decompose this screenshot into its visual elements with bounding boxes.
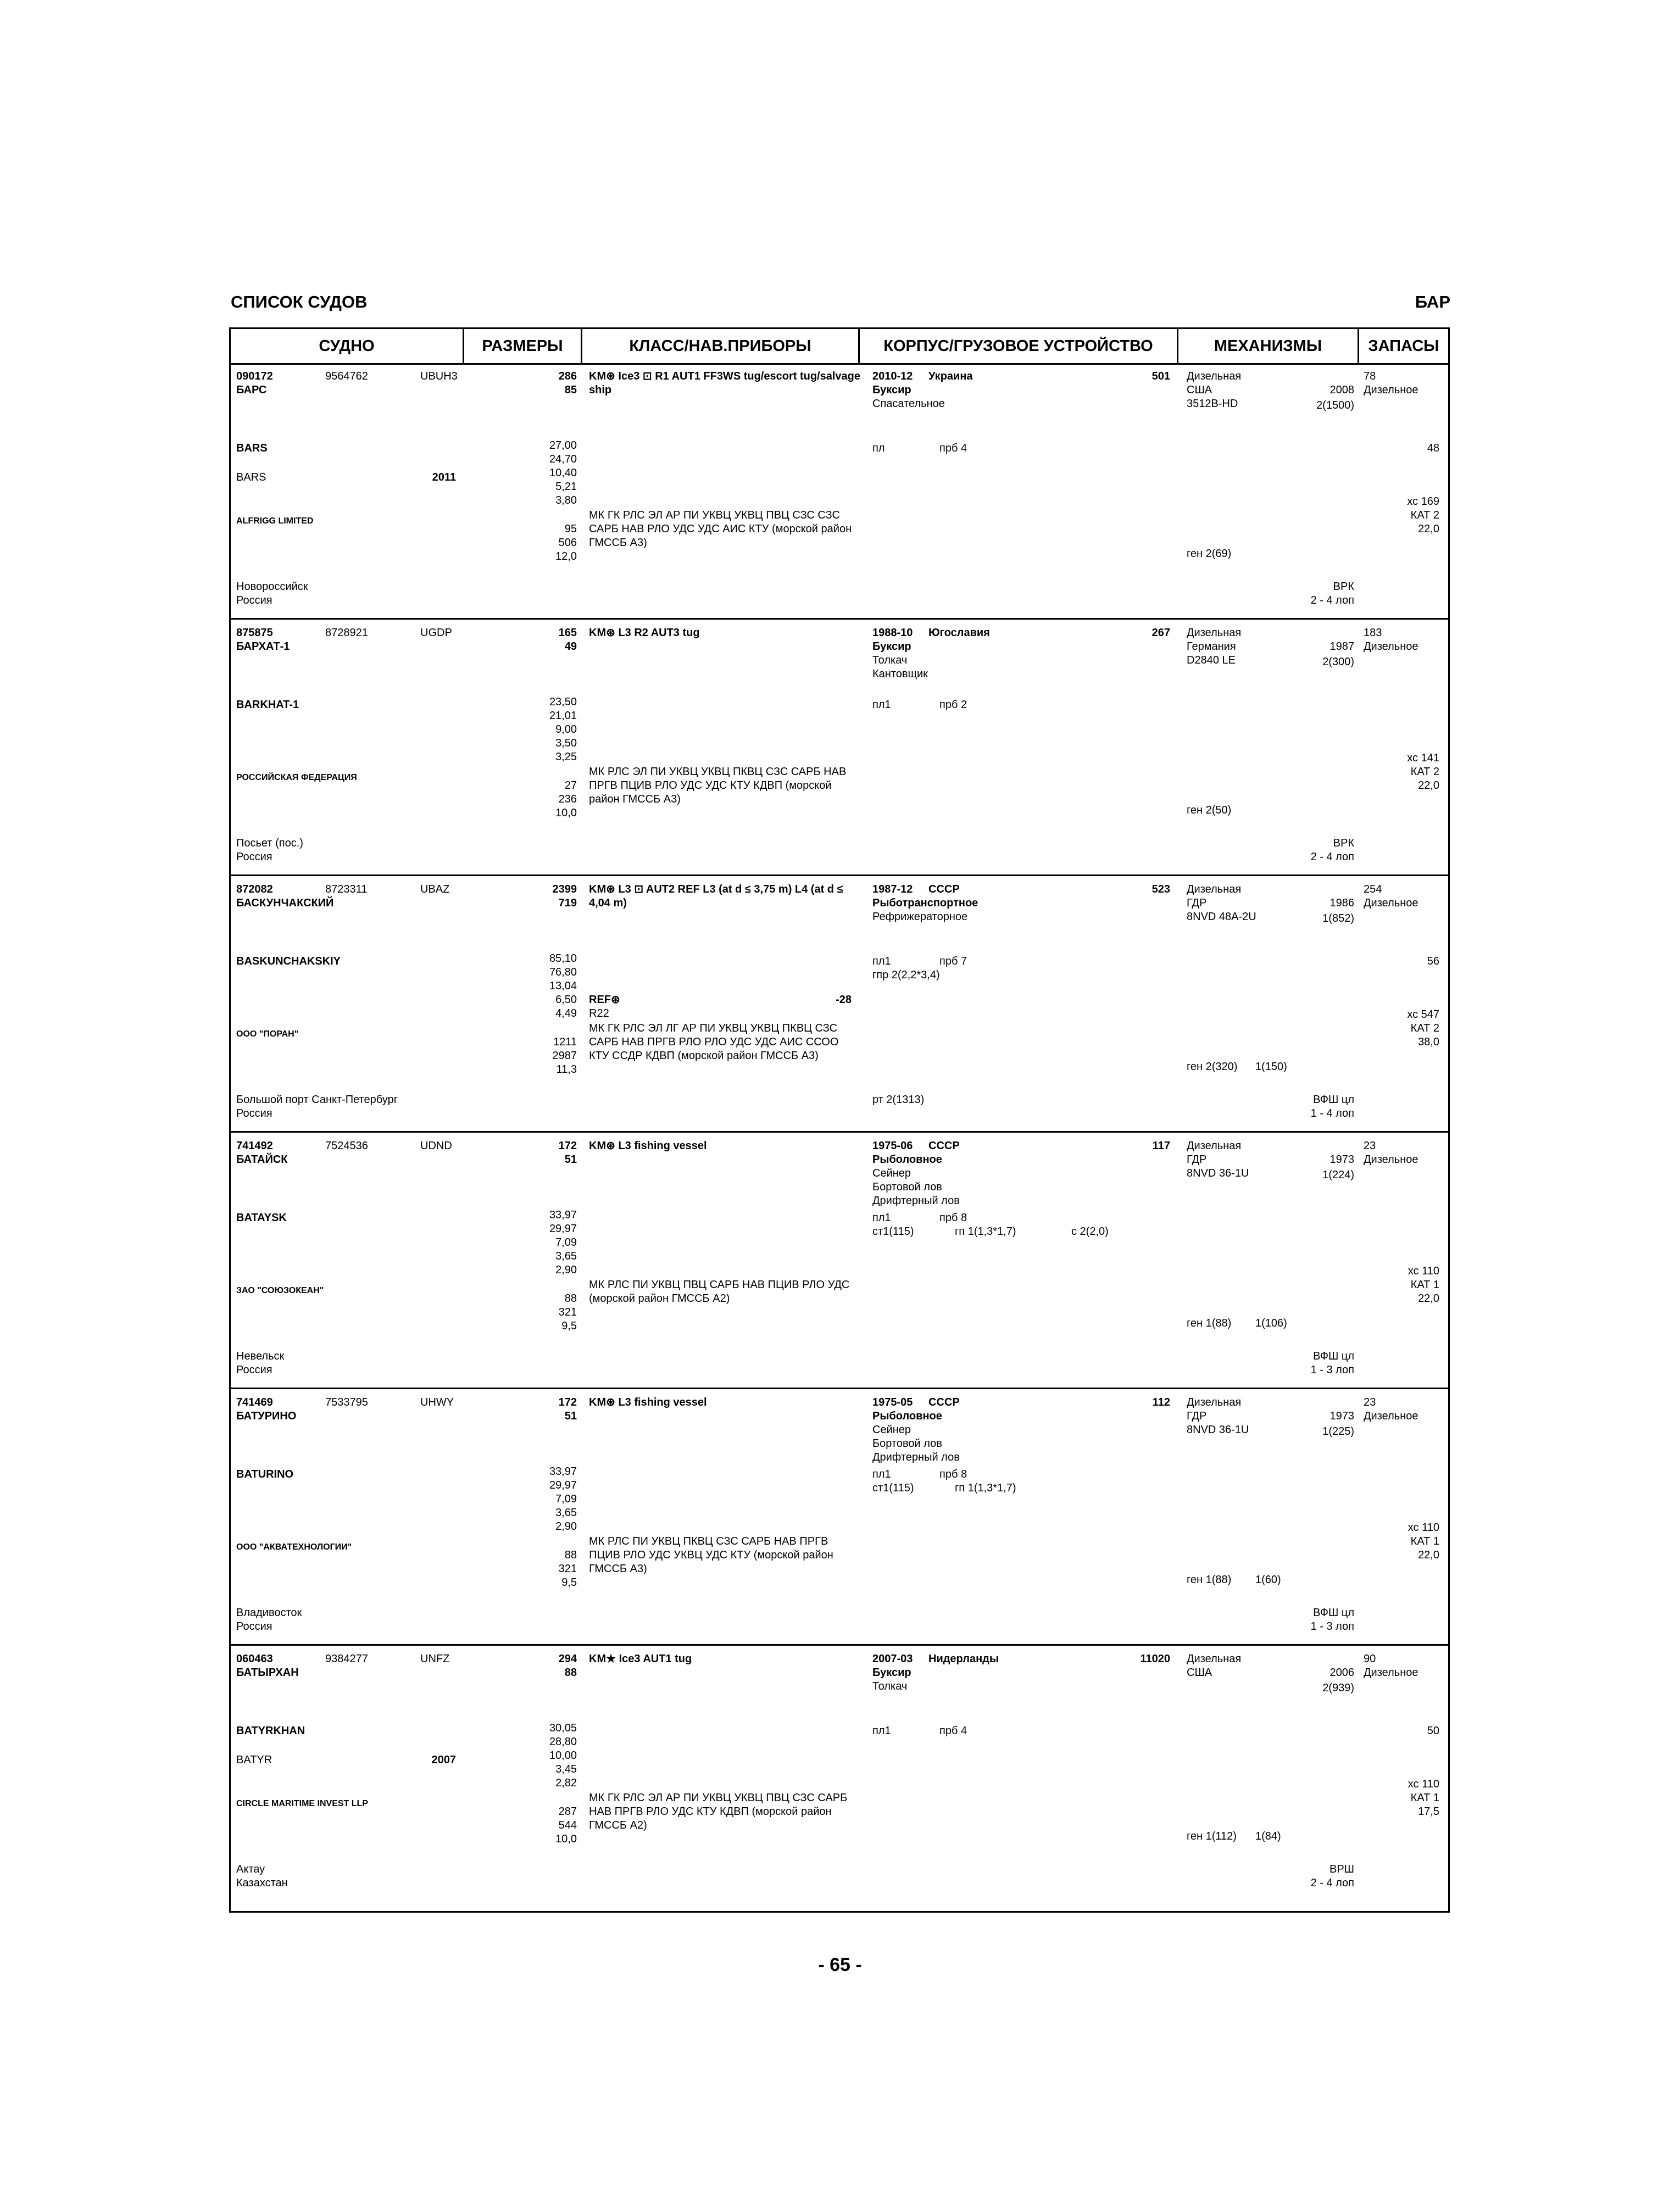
class-ref-temp: -28 bbox=[836, 994, 852, 1006]
build-year: 1988-10 bbox=[872, 627, 913, 639]
category: КАТ 2 bbox=[1410, 509, 1439, 521]
propeller: ВРШ bbox=[1329, 1863, 1354, 1875]
nav-equipment: МК РЛС ПИ УКВЦ ПВЦ САРБ НАВ ПЦИВ РЛО УДС (морской район ГМССБ А2) bbox=[589, 1279, 850, 1305]
ship-name-en: BATURINO bbox=[236, 1468, 294, 1480]
build-year: 1987-12 bbox=[872, 883, 913, 895]
ship-name-ru: БАРХАТ-1 bbox=[236, 640, 290, 653]
category: КАТ 1 bbox=[1410, 1792, 1439, 1804]
reg-number: 060463 bbox=[236, 1653, 273, 1665]
table-row bbox=[231, 1133, 1448, 1389]
ship-name-ru: БАРС bbox=[236, 384, 267, 396]
ship-name-en: BATYRKHAN bbox=[236, 1725, 305, 1737]
home-port: Актау bbox=[236, 1863, 265, 1875]
engine-country: Германия bbox=[1187, 640, 1236, 653]
home-port: Большой порт Санкт-Петербург bbox=[236, 1094, 398, 1106]
dim-gross-tonnage: 2399 bbox=[552, 883, 577, 895]
engine-power: 1(224) bbox=[1322, 1169, 1354, 1181]
col-dimensions: РАЗМЕРЫ bbox=[464, 329, 582, 363]
propeller-blades: 2 - 4 лоп bbox=[1310, 851, 1354, 863]
engine-year: 2008 bbox=[1329, 384, 1354, 396]
engine-type: Дизельная bbox=[1187, 370, 1242, 382]
dim-net-tonnage: 49 bbox=[564, 640, 577, 653]
fuel-amount: 183 bbox=[1364, 627, 1382, 639]
refrigerant-amount: хс 110 bbox=[1408, 1522, 1439, 1534]
bulkheads: прб 4 bbox=[939, 1725, 967, 1737]
call-sign: UGDP bbox=[420, 627, 452, 639]
hull-number: 11020 bbox=[1140, 1653, 1170, 1665]
engine-model: 8NVD 36-1U bbox=[1187, 1167, 1249, 1179]
dim-deadweight: 95 bbox=[564, 523, 577, 535]
crew-value: 22,0 bbox=[1418, 779, 1439, 792]
table-header bbox=[231, 329, 1448, 365]
imo-number: 9564762 bbox=[325, 370, 368, 382]
nav-equipment: МК РЛС ЭЛ ПИ УКВЦ УКВЦ ПКВЦ СЗС САРБ НАВ ПРГВ ПЦИВ РЛО УДС УДС КТУ КДВП (морской район ГМССБ А3) bbox=[589, 766, 847, 805]
generators: ген 2(50) bbox=[1187, 804, 1232, 816]
ship-subtype: Сейнер bbox=[872, 1167, 911, 1179]
refrigerant-amount: хс 547 bbox=[1407, 1009, 1439, 1021]
bulkheads: прб 8 bbox=[939, 1212, 967, 1224]
dim-deadweight: 88 bbox=[564, 1549, 577, 1561]
generators: ген 1(88) bbox=[1187, 1317, 1232, 1329]
dim-gross-tonnage: 165 bbox=[558, 627, 577, 639]
bulkheads: прб 8 bbox=[939, 1468, 967, 1480]
fresh-water: 56 bbox=[1427, 955, 1439, 967]
dim-net-tonnage: 88 bbox=[564, 1667, 577, 1679]
ship-subtype: Бортовой лов bbox=[872, 1438, 942, 1450]
category: КАТ 2 bbox=[1410, 766, 1439, 778]
col-stocks: ЗАПАСЫ bbox=[1368, 337, 1439, 355]
dim-breadth: 7,09 bbox=[555, 1236, 577, 1249]
dim-displacement: 321 bbox=[558, 1306, 577, 1318]
build-year: 2007-03 bbox=[872, 1653, 913, 1665]
imo-number: 9384277 bbox=[325, 1653, 368, 1665]
dim-displacement: 544 bbox=[558, 1819, 577, 1831]
class-notation: KM★ Ice3 AUT1 tug bbox=[589, 1653, 692, 1665]
ship-subtype: Сейнер bbox=[872, 1424, 911, 1436]
dim-length: 76,80 bbox=[549, 966, 577, 978]
cargo-hold: гпр 2(2,2*3,4) bbox=[872, 969, 940, 981]
ship-type: Буксир bbox=[872, 384, 911, 396]
dim-length-overall: 33,97 bbox=[549, 1466, 577, 1478]
dim-length-overall: 85,10 bbox=[549, 952, 577, 965]
engine-type: Дизельная bbox=[1187, 1140, 1242, 1152]
dim-length: 21,01 bbox=[549, 710, 577, 722]
ship-subtype: Толкач bbox=[872, 654, 908, 666]
imo-number: 8723311 bbox=[325, 883, 368, 895]
dim-draft: 2,90 bbox=[555, 1264, 577, 1276]
imo-number: 7524536 bbox=[325, 1140, 368, 1152]
class-notation: KM⊛ L3 R2 AUT3 tug bbox=[589, 627, 700, 639]
nav-equipment: МК РЛС ПИ УКВЦ ПКВЦ СЗС САРБ НАВ ПРГВ ПЦИВ РЛО УДС УКВЦ УДС КТУ (морской район ГМССБ А3) bbox=[589, 1535, 833, 1575]
reg-number: 741469 bbox=[236, 1396, 273, 1408]
dim-length: 29,97 bbox=[549, 1223, 577, 1235]
engine-model: 3512B-HD bbox=[1187, 398, 1238, 410]
generators: ген 1(88) bbox=[1187, 1574, 1232, 1586]
fuel-type: Дизельное bbox=[1364, 1154, 1418, 1166]
call-sign: UDND bbox=[420, 1140, 452, 1152]
dim-breadth: 7,09 bbox=[555, 1493, 577, 1505]
hull-number: 267 bbox=[1151, 627, 1170, 639]
reg-number: 875875 bbox=[236, 627, 273, 639]
ship-subtype: Дрифтерный лов bbox=[872, 1451, 960, 1463]
owner: РОССИЙСКАЯ ФЕДЕРАЦИЯ bbox=[236, 773, 357, 782]
former-name-year: 2011 bbox=[432, 471, 456, 483]
imo-number: 8728921 bbox=[325, 627, 368, 639]
former-name: BATYR bbox=[236, 1754, 272, 1766]
page-number: - 65 - bbox=[818, 1954, 862, 1975]
fuel-type: Дизельное bbox=[1364, 1410, 1418, 1422]
engine-country: США bbox=[1187, 384, 1212, 396]
deck-count: пл1 bbox=[872, 699, 891, 711]
tanks: рт 2(1313) bbox=[872, 1094, 925, 1106]
generators-aux: 1(84) bbox=[1255, 1830, 1281, 1842]
dim-gross-tonnage: 286 bbox=[558, 370, 577, 382]
dim-breadth: 9,00 bbox=[555, 723, 577, 736]
class-notation: KM⊛ L3 fishing vessel bbox=[589, 1396, 707, 1408]
ship-type: Рыботранспортное bbox=[872, 897, 978, 909]
owner: ЗАО "СОЮЗОКЕАН" bbox=[236, 1286, 324, 1295]
build-country: Нидерланды bbox=[928, 1653, 999, 1665]
bulkheads: прб 4 bbox=[939, 442, 967, 454]
deck-count: пл1 bbox=[872, 1468, 891, 1480]
generators: ген 1(112) bbox=[1187, 1830, 1237, 1842]
hull-number: 117 bbox=[1152, 1140, 1170, 1152]
ship-name-ru: БАТУРИНО bbox=[236, 1410, 297, 1422]
fuel-amount: 23 bbox=[1364, 1140, 1376, 1152]
col-hull: КОРПУС/ГРУЗОВОЕ УСТРОЙСТВО bbox=[860, 329, 1178, 363]
owner: CIRCLE MARITIME INVEST LLP bbox=[236, 1799, 368, 1808]
fresh-water: 48 bbox=[1427, 442, 1439, 454]
dim-speed: 9,5 bbox=[561, 1320, 577, 1332]
engine-type: Дизельная bbox=[1187, 883, 1242, 895]
dim-displacement: 506 bbox=[558, 537, 577, 549]
ships-table bbox=[229, 327, 1450, 1913]
build-country: Украина bbox=[928, 370, 973, 382]
dim-length-overall: 27,00 bbox=[549, 439, 577, 452]
build-country: СССР bbox=[928, 1396, 960, 1408]
home-port: Владивосток bbox=[236, 1607, 302, 1619]
col-machinery: МЕХАНИЗМЫ bbox=[1178, 329, 1359, 363]
dim-gross-tonnage: 172 bbox=[558, 1396, 577, 1408]
class-notation: KM⊛ Ice3 ⊡ R1 AUT1 FF3WS tug/escort tug/salvage ship bbox=[589, 370, 860, 396]
build-country: Югославия bbox=[928, 627, 990, 639]
refrigerant-amount: хс 169 bbox=[1407, 495, 1439, 508]
owner: ООО "ПОРАН" bbox=[236, 1029, 299, 1039]
fuel-amount: 78 bbox=[1364, 370, 1376, 382]
crew-value: 22,0 bbox=[1418, 1549, 1439, 1561]
ship-subtype: Спасательное bbox=[872, 398, 945, 410]
ship-name-ru: БАТАЙСК bbox=[236, 1154, 288, 1166]
dim-length: 28,80 bbox=[549, 1736, 577, 1748]
generators-aux: 1(106) bbox=[1255, 1317, 1287, 1329]
dim-depth: 3,65 bbox=[555, 1507, 577, 1519]
dim-net-tonnage: 85 bbox=[564, 384, 577, 396]
build-year: 1975-06 bbox=[872, 1140, 913, 1152]
propeller-blades: 2 - 4 лоп bbox=[1310, 594, 1354, 606]
page-title: СПИСОК СУДОВ bbox=[231, 292, 368, 311]
nav-equipment: МК ГК РЛС ЭЛ АР ПИ УКВЦ УКВЦ ПВЦ СЗС СЗС САРБ НАВ РЛО УДС УДС АИС КТУ (морской район ГМССБ А3) bbox=[589, 509, 852, 549]
dim-speed: 10,0 bbox=[555, 807, 577, 819]
dim-speed: 11,3 bbox=[556, 1063, 577, 1076]
dim-depth: 3,45 bbox=[555, 1763, 577, 1775]
ship-subtype: Бортовой лов bbox=[872, 1181, 942, 1193]
former-name-year: 2007 bbox=[431, 1754, 456, 1766]
dim-breadth: 13,04 bbox=[549, 980, 577, 992]
engine-power: 1(852) bbox=[1322, 912, 1354, 924]
engine-country: США bbox=[1187, 1667, 1212, 1679]
flag-country: Россия bbox=[236, 1620, 272, 1633]
engine-type: Дизельная bbox=[1187, 1653, 1242, 1665]
propeller: ВРК bbox=[1333, 837, 1354, 849]
crew-value: 17,5 bbox=[1418, 1806, 1439, 1818]
reg-number: 090172 bbox=[236, 370, 273, 382]
crew-value: 22,0 bbox=[1418, 1293, 1439, 1305]
flag-country: Россия bbox=[236, 1107, 272, 1119]
deck-count: пл1 bbox=[872, 1725, 891, 1737]
ship-type: Рыболовное bbox=[872, 1410, 942, 1422]
dim-depth: 6,50 bbox=[555, 994, 577, 1006]
call-sign: UBAZ bbox=[420, 883, 450, 895]
dim-draft: 2,82 bbox=[555, 1777, 577, 1789]
table-row bbox=[231, 876, 1448, 1133]
generators-aux: 1(60) bbox=[1255, 1574, 1281, 1586]
owner: ООО "АКВАТЕХНОЛОГИИ" bbox=[236, 1542, 352, 1552]
dim-length-overall: 30,05 bbox=[549, 1722, 577, 1734]
fuel-type: Дизельное bbox=[1364, 640, 1418, 653]
engine-year: 1973 bbox=[1329, 1154, 1354, 1166]
engine-model: D2840 LE bbox=[1187, 654, 1236, 666]
class-notation: KM⊛ L3 ⊡ AUT2 REF L3 (at d ≤ 3,75 m) L4 (at d ≤ 4,04 m) bbox=[589, 883, 843, 909]
dim-length: 24,70 bbox=[549, 453, 577, 465]
class-refrigerant: R22 bbox=[589, 1007, 609, 1020]
cargo-hold: ст1(115) bbox=[872, 1482, 914, 1494]
engine-power: 2(1500) bbox=[1316, 399, 1354, 411]
dim-net-tonnage: 51 bbox=[564, 1154, 577, 1166]
flag-country: Казахстан bbox=[236, 1877, 288, 1889]
dim-deadweight: 1211 bbox=[553, 1036, 577, 1048]
home-port: Невельск bbox=[236, 1350, 285, 1362]
engine-country: ГДР bbox=[1187, 1410, 1207, 1422]
section-letter: БАР bbox=[1415, 292, 1450, 311]
class-ref: REF⊛ bbox=[589, 994, 620, 1006]
ship-name-en: BARKHAT-1 bbox=[236, 699, 299, 711]
bulkheads: прб 2 bbox=[939, 699, 967, 711]
ship-type: Буксир bbox=[872, 1667, 911, 1679]
imo-number: 7533795 bbox=[325, 1396, 368, 1408]
hull-number: 523 bbox=[1151, 883, 1170, 895]
flag-country: Россия bbox=[236, 851, 272, 863]
col-class: КЛАСС/НАВ.ПРИБОРЫ bbox=[582, 329, 860, 363]
crew-value: 22,0 bbox=[1418, 523, 1439, 535]
generators: ген 2(320) bbox=[1187, 1061, 1238, 1073]
ship-name-en: BARS bbox=[236, 442, 268, 454]
class-notation: KM⊛ L3 fishing vessel bbox=[589, 1140, 707, 1152]
dim-breadth: 10,40 bbox=[549, 467, 577, 479]
category: КАТ 1 bbox=[1410, 1535, 1439, 1547]
cargo-gear: с 2(2,0) bbox=[1071, 1225, 1109, 1238]
dim-deadweight: 287 bbox=[558, 1806, 577, 1818]
engine-model: 8NVD 36-1U bbox=[1187, 1424, 1249, 1436]
build-country: СССР bbox=[928, 1140, 960, 1152]
reg-number: 741492 bbox=[236, 1140, 273, 1152]
cargo-hold: ст1(115) bbox=[872, 1225, 914, 1238]
build-year: 1975-05 bbox=[872, 1396, 913, 1408]
propeller: ВФШ цл bbox=[1313, 1607, 1354, 1619]
dim-displacement: 236 bbox=[558, 793, 577, 805]
flag-country: Россия bbox=[236, 594, 272, 606]
fresh-water: 50 bbox=[1427, 1725, 1439, 1737]
category: КАТ 2 bbox=[1410, 1022, 1439, 1034]
dim-depth: 5,21 bbox=[555, 481, 577, 493]
engine-power: 2(939) bbox=[1322, 1682, 1354, 1694]
table-row bbox=[231, 620, 1448, 876]
dim-depth: 3,50 bbox=[555, 737, 577, 749]
fuel-type: Дизельное bbox=[1364, 1667, 1418, 1679]
dim-speed: 9,5 bbox=[561, 1576, 577, 1589]
deck-count: пл1 bbox=[872, 955, 891, 967]
dim-draft: 2,90 bbox=[555, 1520, 577, 1533]
fuel-type: Дизельное bbox=[1364, 897, 1418, 909]
hull-number: 501 bbox=[1151, 370, 1170, 382]
dim-breadth: 10,00 bbox=[549, 1750, 577, 1762]
ship-type: Рыболовное bbox=[872, 1154, 942, 1166]
propeller-blades: 1 - 4 лоп bbox=[1310, 1107, 1354, 1119]
former-name: BARS bbox=[236, 471, 266, 483]
dim-length-overall: 33,97 bbox=[549, 1209, 577, 1221]
dim-draft: 4,49 bbox=[555, 1007, 577, 1020]
generators: ген 2(69) bbox=[1187, 548, 1232, 560]
dim-deadweight: 27 bbox=[564, 779, 577, 792]
nav-equipment: МК ГК РЛС ЭЛ АР ПИ УКВЦ УКВЦ ПВЦ СЗС САРБ НАВ ПРГВ РЛО УДС КТУ КДВП (морской район ГМССБ А2) bbox=[589, 1792, 848, 1831]
deck-count: пл bbox=[872, 442, 885, 454]
engine-power: 2(300) bbox=[1322, 656, 1354, 668]
dim-net-tonnage: 51 bbox=[564, 1410, 577, 1422]
propeller-blades: 1 - 3 лоп bbox=[1310, 1620, 1354, 1633]
cargo-hatch: гп 1(1,3*1,7) bbox=[955, 1225, 1016, 1238]
refrigerant-amount: хс 110 bbox=[1408, 1265, 1439, 1277]
propeller: ВФШ цл bbox=[1313, 1350, 1354, 1362]
fuel-amount: 23 bbox=[1364, 1396, 1376, 1408]
dim-displacement: 2987 bbox=[552, 1050, 577, 1062]
dim-displacement: 321 bbox=[558, 1563, 577, 1575]
refrigerant-amount: хс 110 bbox=[1408, 1778, 1439, 1790]
build-country: СССР bbox=[928, 883, 960, 895]
dim-gross-tonnage: 294 bbox=[558, 1653, 577, 1665]
col-ship: СУДНО bbox=[231, 329, 464, 363]
cargo-hatch: гп 1(1,3*1,7) bbox=[955, 1482, 1016, 1494]
engine-year: 1973 bbox=[1329, 1410, 1354, 1422]
crew-value: 38,0 bbox=[1418, 1036, 1439, 1048]
refrigerant-amount: хс 141 bbox=[1407, 752, 1439, 764]
engine-power: 1(225) bbox=[1322, 1425, 1354, 1438]
propeller-blades: 2 - 4 лоп bbox=[1310, 1877, 1354, 1889]
call-sign: UHWY bbox=[420, 1396, 454, 1408]
dim-speed: 10,0 bbox=[555, 1833, 577, 1845]
propeller: ВФШ цл bbox=[1313, 1094, 1354, 1106]
home-port: Новороссийск bbox=[236, 581, 308, 593]
dim-gross-tonnage: 172 bbox=[558, 1140, 577, 1152]
dim-depth: 3,65 bbox=[555, 1250, 577, 1262]
engine-year: 1987 bbox=[1329, 640, 1354, 653]
engine-type: Дизельная bbox=[1187, 627, 1242, 639]
engine-year: 1986 bbox=[1329, 897, 1354, 909]
engine-country: ГДР bbox=[1187, 1154, 1207, 1166]
generators-aux: 1(150) bbox=[1255, 1061, 1287, 1073]
home-port: Посьет (пос.) bbox=[236, 837, 303, 849]
deck-count: пл1 bbox=[872, 1212, 891, 1224]
dim-speed: 12,0 bbox=[555, 550, 577, 562]
hull-number: 112 bbox=[1152, 1396, 1170, 1408]
propeller: ВРК bbox=[1333, 581, 1354, 593]
category: КАТ 1 bbox=[1410, 1279, 1439, 1291]
call-sign: UNFZ bbox=[420, 1653, 450, 1665]
reg-number: 872082 bbox=[236, 883, 273, 895]
ship-name-en: BASKUNCHAKSKIY bbox=[236, 955, 341, 967]
dim-net-tonnage: 719 bbox=[558, 897, 577, 909]
table-row bbox=[231, 1646, 1448, 1902]
table-row bbox=[231, 363, 1448, 620]
ship-subtype: Рефрижераторное bbox=[872, 911, 968, 923]
ship-subtype: Дрифтерный лов bbox=[872, 1195, 960, 1207]
dim-length: 29,97 bbox=[549, 1479, 577, 1491]
ship-subtype: Толкач bbox=[872, 1680, 908, 1692]
ship-subtype: Кантовщик bbox=[872, 668, 928, 680]
propeller-blades: 1 - 3 лоп bbox=[1310, 1364, 1354, 1376]
ship-name-ru: БАТЫРХАН bbox=[236, 1667, 299, 1679]
ship-name-ru: БАСКУНЧАКСКИЙ bbox=[236, 897, 334, 909]
table-row bbox=[231, 1389, 1448, 1646]
dim-draft: 3,80 bbox=[555, 494, 577, 506]
ship-type: Буксир bbox=[872, 640, 911, 653]
engine-type: Дизельная bbox=[1187, 1396, 1242, 1408]
flag-country: Россия bbox=[236, 1364, 272, 1376]
bulkheads: прб 7 bbox=[939, 955, 967, 967]
fuel-amount: 90 bbox=[1364, 1653, 1376, 1665]
engine-model: 8NVD 48A-2U bbox=[1187, 911, 1256, 923]
fuel-amount: 254 bbox=[1364, 883, 1382, 895]
dim-length-overall: 23,50 bbox=[549, 696, 577, 708]
dim-deadweight: 88 bbox=[564, 1293, 577, 1305]
dim-draft: 3,25 bbox=[555, 751, 577, 763]
engine-country: ГДР bbox=[1187, 897, 1207, 909]
call-sign: UBUH3 bbox=[420, 370, 458, 382]
engine-year: 2006 bbox=[1329, 1667, 1354, 1679]
nav-equipment: МК ГК РЛС ЭЛ ЛГ АР ПИ УКВЦ УКВЦ ПКВЦ СЗС САРБ НАВ ПРГВ РЛО РЛО УДС УДС АИС ССОО КТУ ССДР КДВП (морской район ГМССБ А3) bbox=[589, 1022, 839, 1062]
owner: ALFRIGG LIMITED bbox=[236, 516, 314, 526]
build-year: 2010-12 bbox=[872, 370, 913, 382]
fuel-type: Дизельное bbox=[1364, 384, 1418, 396]
ship-name-en: BATAYSK bbox=[236, 1212, 287, 1224]
